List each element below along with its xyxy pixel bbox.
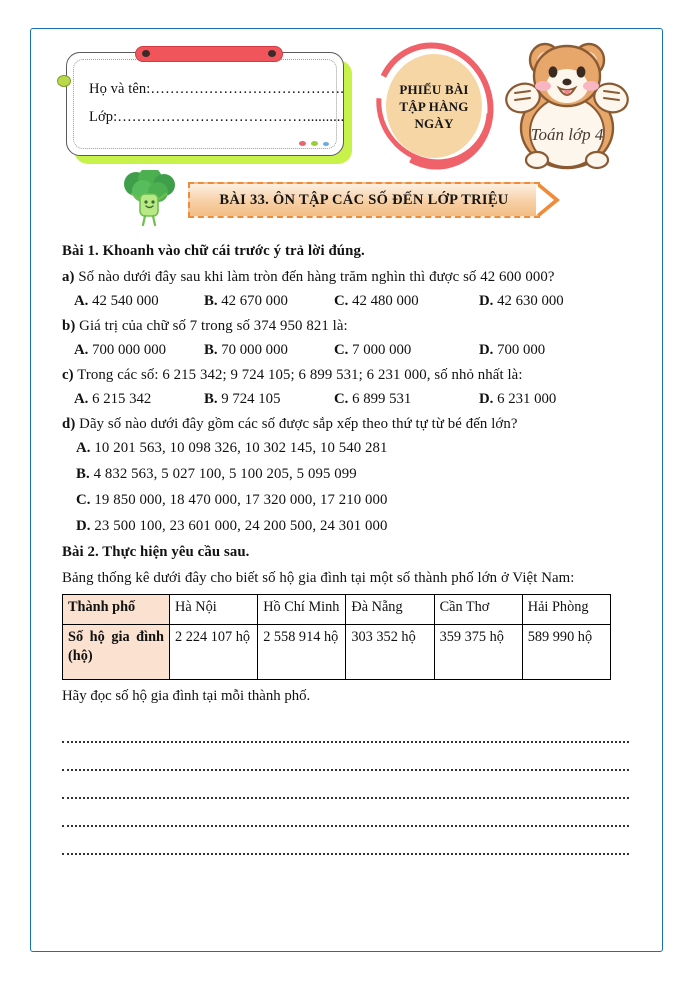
answer-line[interactable] (62, 799, 629, 827)
option-text: 6 215 342 (92, 391, 152, 407)
city-cell-3: Đà Nẵng (346, 595, 434, 625)
option-key: D. (479, 342, 494, 358)
exercise2-heading: Bài 2. Thực hiện yêu cầu sau. (62, 544, 250, 560)
green-clip-icon (57, 75, 71, 87)
exercise2-question: Hãy đọc số hộ gia đình tại mỗi thành phố. (62, 688, 311, 704)
option-a-d[interactable] (479, 293, 564, 310)
banner-arrow-tip (538, 182, 560, 218)
answer-line[interactable] (62, 743, 629, 771)
blue-dot-icon (323, 142, 329, 146)
namebox-frame (66, 52, 344, 156)
option-key: A. (74, 391, 89, 407)
badge-line-1: PHIẾU BÀI (399, 81, 469, 97)
option-text: 42 630 000 (497, 293, 564, 309)
badge-line-2: TẬP HÀNG (399, 98, 469, 114)
question-a-options (62, 293, 638, 310)
option-c-b[interactable] (204, 391, 334, 408)
question-a-prompt (62, 269, 638, 286)
option-d-a[interactable] (62, 440, 638, 457)
option-c-a[interactable] (74, 391, 204, 408)
option-text: 4 832 563, 5 027 100, 5 100 205, 5 095 099 (93, 466, 357, 482)
option-key: D. (76, 518, 91, 534)
hamster-mascot-icon (503, 36, 631, 170)
exercise2-intro: Bảng thống kê dưới đây cho biết số hộ gia đình tại một số thành phố lớn ở Việt Nam: (62, 570, 575, 586)
worksheet-content (62, 243, 638, 855)
option-d-d[interactable] (62, 518, 638, 535)
option-key: A. (74, 293, 89, 309)
question-b-prompt (62, 318, 638, 335)
row-label-city: Thành phố (63, 595, 170, 625)
household-cell-1: 2 224 107 hộ (170, 625, 258, 680)
lesson-title: BÀI 33. ÔN TẬP CÁC SỐ ĐẾN LỚP TRIỆU (219, 191, 509, 208)
option-key: C. (76, 492, 91, 508)
option-key: A. (76, 440, 91, 456)
option-key: C. (334, 342, 349, 358)
option-c-c[interactable] (334, 391, 479, 408)
student-class-field[interactable]: Lớp:………………………………….......... (89, 109, 345, 125)
student-info-box (66, 52, 348, 162)
city-cell-2: Hồ Chí Minh (258, 595, 346, 625)
option-text: 700 000 000 (92, 342, 167, 358)
option-key: B. (204, 342, 218, 358)
question-b-options (62, 342, 638, 359)
answer-line[interactable] (62, 771, 629, 799)
option-text: 700 000 (497, 342, 546, 358)
question-a-label: a) (62, 269, 75, 285)
red-tab-decoration (135, 46, 283, 62)
badge-oval (386, 54, 482, 158)
exercise1-heading: Bài 1. Khoanh vào chữ cái trước ý trả lời đúng. (62, 243, 365, 259)
option-d-c[interactable] (62, 492, 638, 509)
worksheet-header (0, 0, 694, 178)
question-d-prompt (62, 416, 638, 433)
option-text: 19 850 000, 18 470 000, 17 320 000, 17 210 000 (94, 492, 388, 508)
badge-line-3: NGÀY (414, 115, 454, 131)
green-dot-icon (311, 141, 318, 146)
option-key: B. (76, 466, 90, 482)
question-b-label: b) (62, 318, 76, 334)
broccoli-mascot-icon (116, 170, 182, 228)
option-a-c[interactable] (334, 293, 479, 310)
option-b-d[interactable] (479, 342, 545, 359)
hamster-belly-text: Toán lớp 4 (530, 125, 604, 144)
option-text: 23 500 100, 23 601 000, 24 200 500, 24 301 000 (94, 518, 388, 534)
option-b-a[interactable] (74, 342, 204, 359)
option-b-b[interactable] (204, 342, 334, 359)
question-a-text: Số nào dưới đây sau khi làm tròn đến hàng trăm nghìn thì được số 42 600 000? (78, 269, 555, 285)
row-label-households: Số hộ gia đình (hộ) (63, 625, 170, 680)
option-key: B. (204, 391, 218, 407)
option-b-c[interactable] (334, 342, 479, 359)
option-key: D. (479, 391, 494, 407)
household-statistics-table (62, 594, 611, 680)
question-c-text: Trong các số: 6 215 342; 9 724 105; 6 899 531; 6 231 000, số nhỏ nhất là: (77, 367, 523, 383)
option-text: 9 724 105 (221, 391, 281, 407)
option-a-a[interactable] (74, 293, 204, 310)
option-text: 10 201 563, 10 098 326, 10 302 145, 10 540 281 (94, 440, 388, 456)
option-c-d[interactable] (479, 391, 556, 408)
lesson-title-banner-body (188, 182, 540, 218)
city-cell-5: Hải Phòng (522, 595, 610, 625)
table-row-cities (63, 595, 611, 625)
question-d-text: Dãy số nào dưới đây gồm các số được sắp xếp theo thứ tự từ bé đến lớn? (79, 416, 518, 432)
option-key: B. (204, 293, 218, 309)
option-text: 70 000 000 (221, 342, 288, 358)
option-text: 7 000 000 (352, 342, 412, 358)
student-name-field[interactable]: Họ và tên:…………………………………. (89, 81, 344, 97)
option-key: C. (334, 391, 349, 407)
option-text: 42 480 000 (352, 293, 419, 309)
household-cell-4: 359 375 hộ (434, 625, 522, 680)
table-row-households (63, 625, 611, 680)
namebox-dots-decoration (299, 141, 329, 146)
household-cell-3: 303 352 hộ (346, 625, 434, 680)
answer-line[interactable] (62, 715, 629, 743)
question-c-options (62, 391, 638, 408)
question-b-text: Giá trị của chữ số 7 trong số 374 950 821 là: (79, 318, 348, 334)
option-d-b[interactable] (62, 466, 638, 483)
pink-dot-icon (299, 141, 306, 146)
lesson-title-row (112, 178, 582, 226)
option-text: 42 670 000 (221, 293, 288, 309)
question-c-label: c) (62, 367, 74, 383)
household-cell-2: 2 558 914 hộ (258, 625, 346, 680)
question-d-label: d) (62, 416, 76, 432)
household-cell-5: 589 990 hộ (522, 625, 610, 680)
option-text: 6 231 000 (497, 391, 557, 407)
answer-lines (62, 715, 638, 855)
option-key: C. (334, 293, 349, 309)
namebox-inner-dashed-border (73, 59, 337, 149)
lesson-title-banner (188, 182, 574, 218)
option-key: D. (479, 293, 494, 309)
city-cell-1: Hà Nội (170, 595, 258, 625)
option-text: 6 899 531 (352, 391, 412, 407)
daily-worksheet-badge (375, 42, 493, 170)
answer-line[interactable] (62, 827, 629, 855)
option-text: 42 540 000 (92, 293, 159, 309)
question-c-prompt (62, 367, 638, 384)
option-key: A. (74, 342, 89, 358)
city-cell-4: Cần Thơ (434, 595, 522, 625)
option-a-b[interactable] (204, 293, 334, 310)
